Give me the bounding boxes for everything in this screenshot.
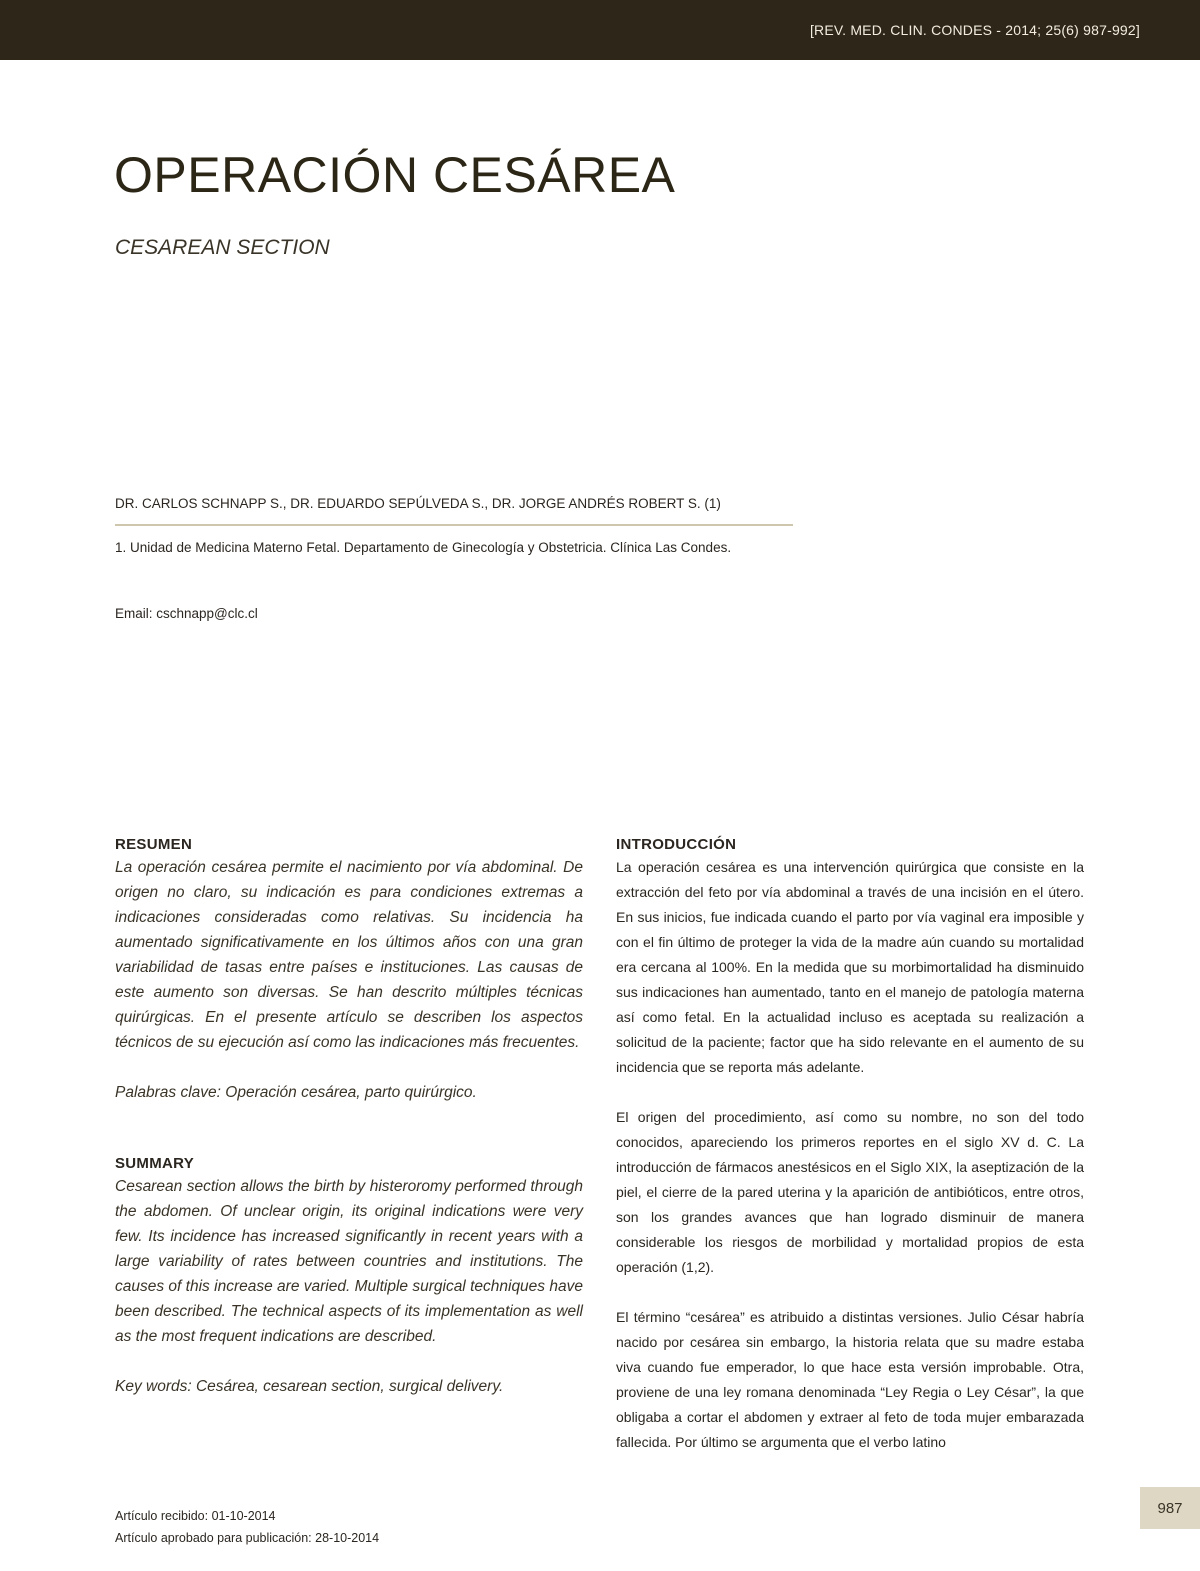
resumen-heading: RESUMEN (115, 836, 193, 853)
received-date: Artículo recibido: 01-10-2014 (115, 1509, 276, 1523)
intro-paragraph: La operación cesárea es una intervención quirúrgica que consiste en la extracción del feto por vía abdominal a través de una incisión en el útero. En sus inicios, fue indicada cuando el parto por vía vaginal era imposible y con el fin último de proteger la vida de la madre aún cuando su mortalidad era cercana al 100%. En la medida que su morbimortalidad ha disminuido sus indicaciones han aumentado, tanto en el manejo de patología materna así como fetal. En la actualidad incluso es aceptada su realización a solicitud de la paciente; factor que ha sido relevante en el aumento de su incidencia que se reporta más adelante. (616, 859, 1084, 1075)
article-dates (115, 1505, 379, 1549)
article-subtitle: CESAREAN SECTION (115, 236, 330, 259)
authors: DR. CARLOS SCHNAPP S., DR. EDUARDO SEPÚLVEDA S., DR. JORGE ANDRÉS ROBERT S. (1) (115, 496, 721, 511)
abstract-column (115, 836, 583, 1399)
journal-reference: [REV. MED. CLIN. CONDES - 2014; 25(6) 987-992] (809, 22, 1140, 38)
intro-paragraph: El origen del procedimiento, así como su nombre, no son del todo conocidos, apareciendo los primeros reportes en el siglo XV d. C. La introducción de fármacos anestésicos en el Siglo XIX, la aseptización de la piel, el cierre de la pared uterina y la aparición de antibióticos, entre otros, son los grandes avances que han logrado disminuir de manera considerable los riesgos de morbilidad y mortalidad propios de esta operación (1,2). (616, 1109, 1084, 1275)
affiliation: 1. Unidad de Medicina Materno Fetal. Departamento de Ginecología y Obstetricia. Clínica Las Condes. (115, 540, 732, 555)
resumen-section (115, 836, 583, 1105)
author-email[interactable]: Email: cschnapp@clc.cl (115, 606, 258, 621)
summary-text: Cesarean section allows the birth by histeroromy performed through the abdomen. Of unclear origin, its original indications were very few. Its incidence has increased significantly in recent years with a large variability of rates between countries and institutions. The causes of this increase are varied. Multiple surgical techniques have been described. The technical aspects of its implementation as well as the most frequent indications are described. (115, 1178, 583, 1345)
summary-heading: SUMMARY (115, 1155, 195, 1172)
approved-date: Artículo aprobado para publicación: 28-10-2014 (115, 1531, 380, 1545)
resumen-keywords: Palabras clave: Operación cesárea, parto quirúrgico. (115, 1084, 477, 1101)
intro-paragraph: El término “cesárea” es atribuido a distintas versiones. Julio César habría nacido por cesárea sin embargo, la historia relata que su madre estaba viva cuando fue emperador, lo que hace esta versión improbable. Otra, proviene de una ley romana denominada “Ley Regia o Ley César”, la que obligaba a cortar el abdomen y extraer al feto de toda mujer embarazada fallecida. Por último se argumenta que el verbo latino (616, 1309, 1084, 1450)
divider (115, 524, 793, 526)
resumen-text: La operación cesárea permite el nacimiento por vía abdominal. De origen no claro, su indicación es para condiciones extremas a indicaciones consideradas como relativas. Su incidencia ha aumentado significativamente en los últimos años con una gran variabilidad de tasas entre países e instituciones. Las causas de este aumento son diversas. Se han descrito múltiples técnicas quirúrgicas. En el presente artículo se describen los aspectos técnicos de su ejecución así como las indicaciones más frecuentes. (115, 859, 583, 1051)
introduccion-heading: INTRODUCCIÓN (616, 836, 737, 853)
introduction-column (616, 836, 1084, 1480)
summary-keywords: Key words: Cesárea, cesarean section, surgical delivery. (115, 1378, 504, 1395)
summary-section (115, 1155, 583, 1399)
page-number: 987 (1140, 1487, 1200, 1529)
article-title: OPERACIÓN CESÁREA (114, 147, 676, 203)
header-bar (0, 0, 1200, 60)
